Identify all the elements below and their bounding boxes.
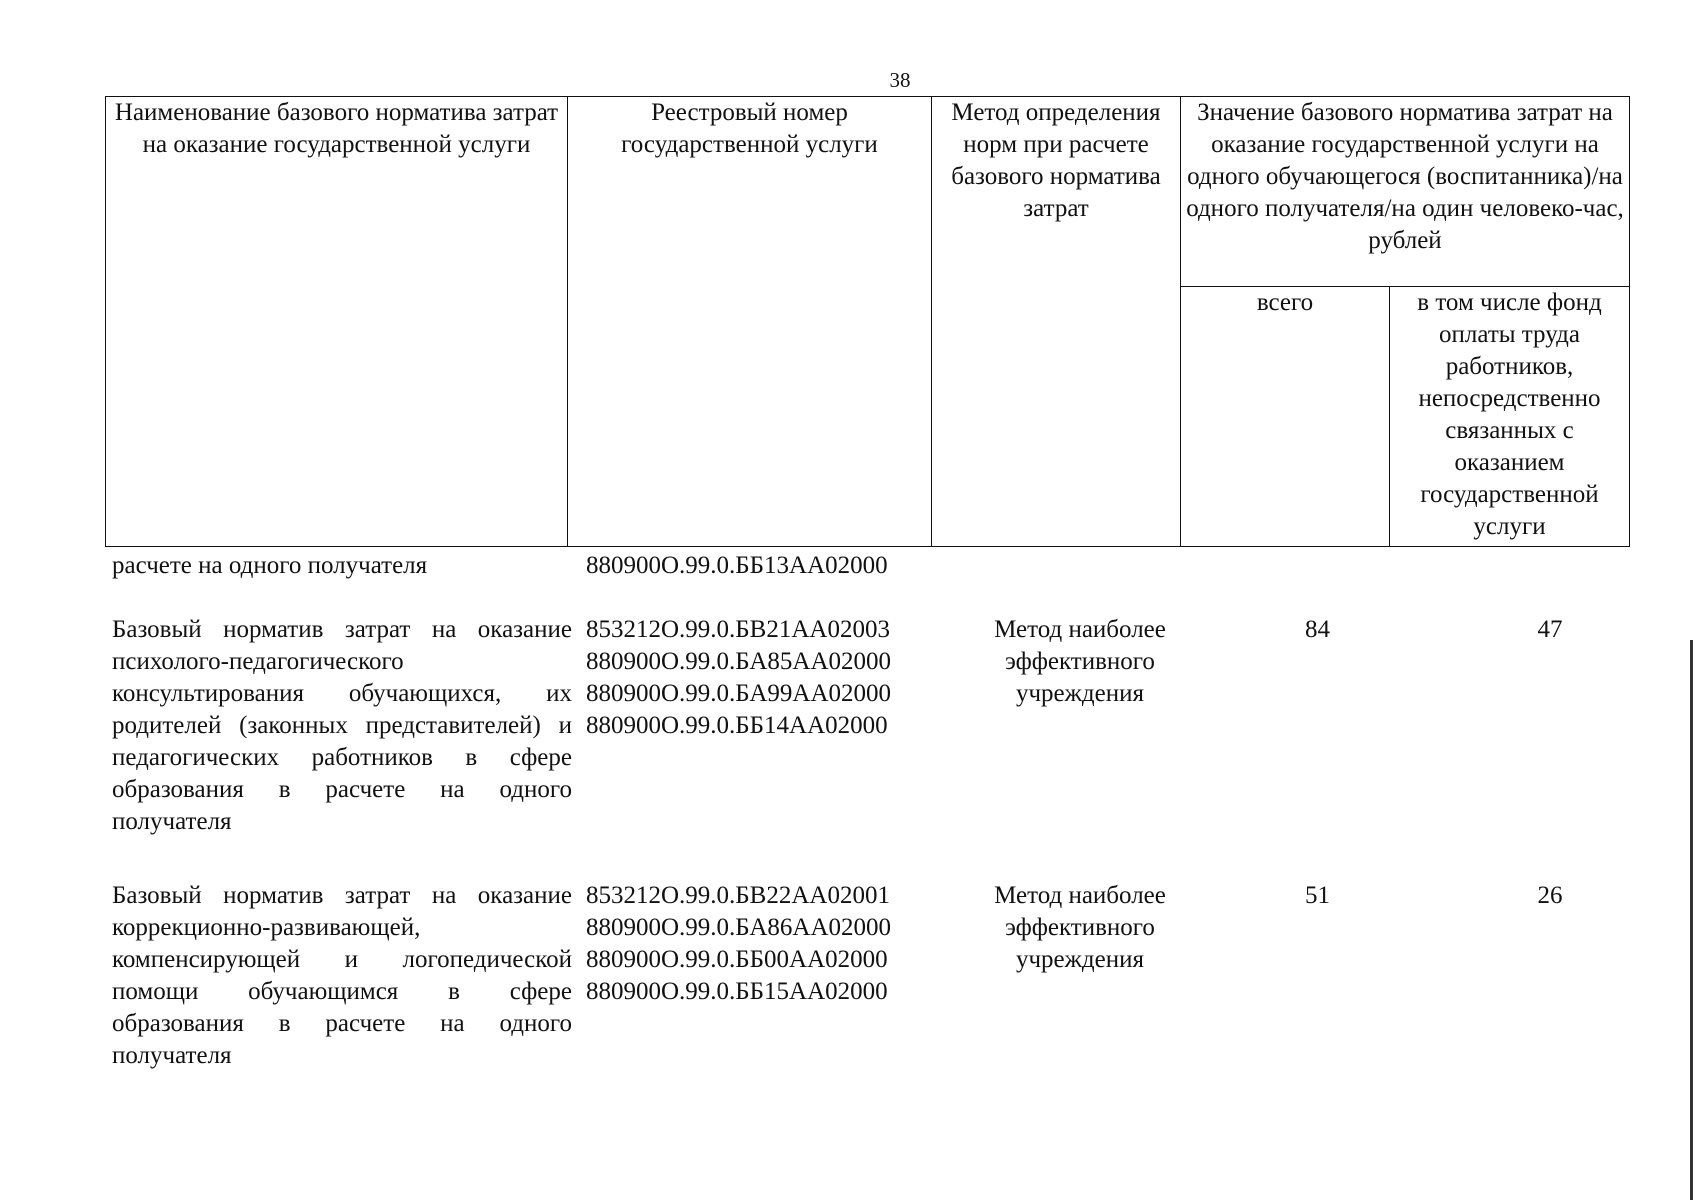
registry-code: 880900О.99.0.БА86АА02000 — [586, 914, 891, 941]
header-method: Метод определения норм при расчете базового норматива затрат — [932, 97, 1181, 547]
registry-code: 880900О.99.0.ББ00АА02000 — [586, 946, 888, 973]
row-2-total: 51 — [1305, 882, 1330, 909]
row-2-service-name: Базовый норматив затрат на оказание коррекционно-развивающей, компенсирующей и логопедической помощи обучающимся в сфере образования в расчете на одного получателя — [112, 882, 572, 1069]
table-header — [105, 96, 1630, 547]
header-service-name: Наименование базового норматива затрат на оказание государственной услуги — [106, 97, 568, 547]
continuation-name: расчете на одного получателя — [112, 552, 428, 579]
page-number: 38 — [889, 68, 911, 92]
registry-code: 853212О.99.0.БВ21АА02003 — [586, 616, 890, 643]
header-norm-value: Значение базового норматива затрат на оказание государственной услуги на одного обучающегося (воспитанника)/на одного получателя/на один человеко-час, рублей — [1181, 97, 1630, 287]
registry-code: 880900О.99.0.БА99АА02000 — [586, 680, 891, 707]
row-2-wage-fund: 26 — [1537, 882, 1563, 909]
row-1-wage-fund: 47 — [1537, 616, 1563, 643]
row-2-method: Метод наиболее эффективного учреждения — [994, 882, 1166, 973]
row-2-registry-codes — [586, 880, 946, 1008]
registry-code: 880900О.99.0.БА85АА02000 — [586, 648, 891, 675]
registry-code: 853212О.99.0.БВ22АА02001 — [586, 882, 890, 909]
header-wage-fund: в том числе фонд оплаты труда работников, непосредственно связанных с оказанием государственной услуги — [1390, 287, 1630, 547]
row-1-total: 84 — [1305, 616, 1330, 643]
row-1-service-name: Базовый норматив затрат на оказание психолого-педагогического консультирования обучающихся, их родителей (законных представителей) и педагогических работников в сфере образования в расчете на одного получателя — [112, 616, 572, 835]
registry-code: 880900О.99.0.ББ14АА02000 — [586, 712, 888, 739]
header-registry-number: Реестровый номер государственной услуги — [568, 97, 932, 547]
row-1-method: Метод наиболее эффективного учреждения — [994, 616, 1166, 707]
registry-code: 880900О.99.0.ББ15АА02000 — [586, 978, 888, 1005]
continuation-code: 880900О.99.0.ББ13АА02000 — [586, 552, 888, 579]
row-1-registry-codes — [586, 614, 946, 742]
header-total: всего — [1181, 287, 1390, 547]
scan-edge-line — [1690, 640, 1693, 1200]
